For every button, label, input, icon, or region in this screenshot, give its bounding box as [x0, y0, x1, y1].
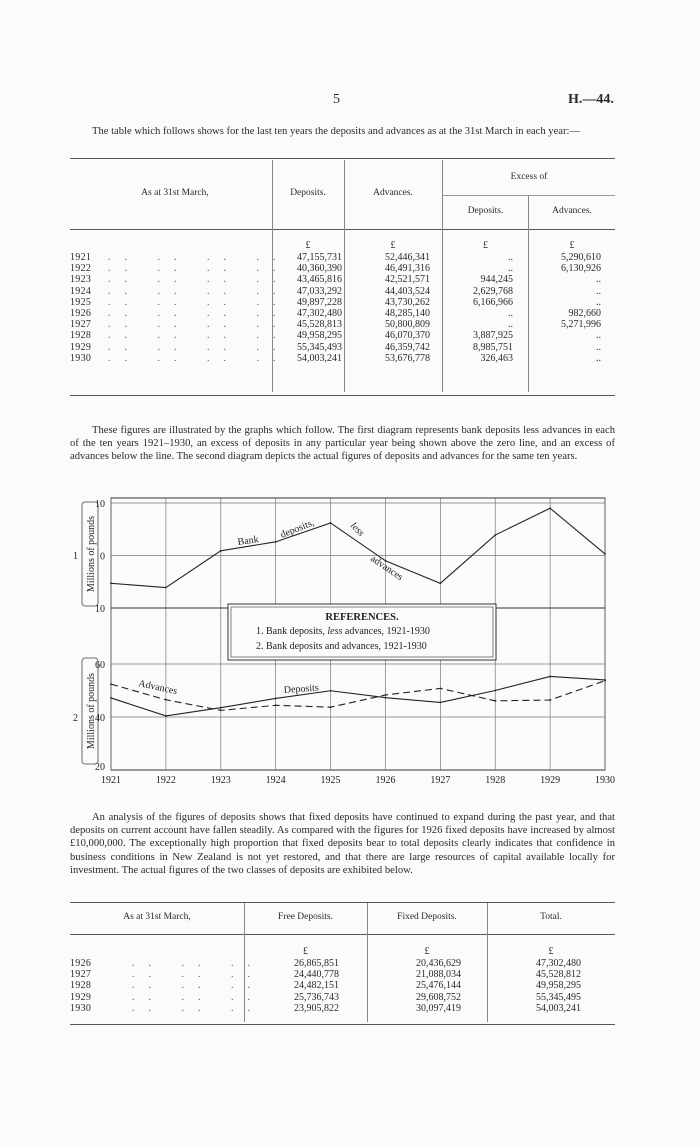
cell-total: 49,958,295	[536, 980, 581, 992]
row-year: 1930	[70, 352, 92, 364]
series-deposits-less-advances-point	[604, 553, 606, 555]
row-year: 1930	[70, 1002, 92, 1014]
leader-dots: .. .. .. ..	[108, 352, 290, 364]
row-year: 1929	[70, 991, 92, 1003]
series-deposits-point	[549, 676, 551, 678]
leader-dots: .. .. .. ..	[108, 307, 290, 319]
cell-free-deposits: 24,440,778	[294, 969, 339, 981]
x-tick-label: 1922	[155, 775, 176, 786]
series-deposits-less-advances-point	[439, 582, 441, 584]
currency-symbol: £	[305, 240, 311, 251]
column-header-year: As at 31st March,	[123, 912, 191, 922]
chart1-ylabel: Millions of pounds	[86, 515, 97, 593]
annotation-advances: advances	[368, 553, 405, 583]
cell-excess-advances: 5,271,996	[561, 319, 601, 331]
x-tick-label: 1925	[320, 775, 341, 786]
x-tick-label: 1923	[210, 775, 231, 786]
cell-excess-advances: ..	[596, 274, 601, 286]
column-header-deposits: Deposits.	[290, 188, 326, 198]
leader-dots: .. .. .. ..	[108, 330, 290, 342]
series-deposits-point	[110, 697, 112, 699]
cell-free-deposits: 24,482,151	[294, 980, 339, 992]
excess-deposits-column	[443, 252, 513, 364]
references-box	[228, 604, 496, 660]
series-deposits-less-advances-point	[330, 522, 332, 524]
cell-excess-deposits: 326,463	[480, 352, 513, 364]
x-tick-label: 1926	[375, 775, 396, 786]
table-rule	[70, 902, 615, 903]
leader-dots: .. .. ..	[132, 958, 264, 969]
cell-total: 47,302,480	[536, 958, 581, 969]
currency-symbol: £	[390, 240, 396, 251]
currency-symbol: £	[548, 946, 554, 957]
series-deposits-point	[165, 715, 167, 717]
cell-free-deposits: 26,865,851	[294, 958, 339, 969]
cell-deposits: 55,345,493	[297, 341, 342, 353]
row-year: 1922	[70, 263, 92, 275]
leader-dots: .. .. .. ..	[108, 296, 290, 308]
reference-item-2: 2. Bank deposits and advances, 1921-1930	[256, 641, 427, 652]
cell-advances: 48,285,140	[385, 307, 430, 319]
row-year: 1923	[70, 274, 92, 286]
series-advances-point	[330, 706, 332, 708]
currency-symbol: £	[483, 240, 488, 251]
table-rule	[70, 229, 615, 230]
cell-total: 54,003,241	[536, 1002, 581, 1014]
cell-deposits: 47,155,731	[297, 252, 342, 263]
currency-symbol: £	[303, 946, 308, 957]
chart1-y-tick-label: 10	[95, 604, 105, 615]
cell-deposits: 49,897,228	[297, 296, 342, 308]
series-advances-point	[439, 687, 441, 689]
x-tick-label: 1924	[265, 775, 286, 786]
chart2-y-tick-label: 60	[95, 660, 105, 671]
annotation-less: less	[347, 520, 367, 539]
cell-deposits: 43,465,816	[297, 274, 342, 286]
leader-dots: .. .. ..	[132, 991, 264, 1003]
page-number: 5	[333, 92, 340, 107]
row-year: 1927	[70, 969, 92, 981]
advances-column	[344, 252, 430, 364]
table-rule	[70, 934, 615, 935]
series-advances-point	[604, 680, 606, 682]
row-year: 1924	[70, 285, 92, 297]
series-advances-point	[220, 709, 222, 711]
cell-excess-deposits: 944,245	[480, 274, 513, 286]
document-reference: H.—44.	[568, 92, 614, 107]
series-deposits-point	[494, 690, 496, 692]
series-advances	[111, 681, 605, 711]
cell-free-deposits: 23,905,822	[294, 1002, 339, 1014]
cell-fixed-deposits: 21,088,034	[416, 969, 461, 981]
cell-excess-deposits: 6,166,966	[473, 296, 513, 308]
column-header-excess-advances: Advances.	[552, 206, 592, 216]
cell-total: 55,345,495	[536, 991, 581, 1003]
cell-excess-deposits: 3,887,925	[473, 330, 513, 342]
chart1-y-tick-label: 10	[95, 499, 105, 510]
cell-excess-advances: 5,290,610	[561, 252, 601, 263]
excess-advances-column	[529, 252, 601, 364]
leader-dots	[108, 252, 290, 364]
series-advances-point	[385, 694, 387, 696]
cell-excess-deposits: 2,629,768	[473, 285, 513, 297]
x-tick-label: 1927	[430, 775, 451, 786]
cell-deposits: 47,033,292	[297, 285, 342, 297]
table-rule	[70, 158, 615, 159]
leader-dots: .. .. .. ..	[108, 341, 290, 353]
cell-fixed-deposits: 20,436,629	[416, 958, 461, 969]
free-deposits-column	[244, 958, 339, 1014]
cell-fixed-deposits: 30,097,419	[416, 1002, 461, 1014]
row-year: 1928	[70, 330, 92, 342]
cell-excess-deposits: ..	[508, 319, 513, 331]
cell-advances: 52,446,341	[385, 252, 430, 263]
cell-excess-advances: 6,130,926	[561, 263, 601, 275]
series-deposits-less-advances-point	[220, 550, 222, 552]
leader-dots: .. .. .. ..	[108, 285, 290, 297]
year-column	[70, 252, 110, 364]
column-header-excess-deposits: Deposits.	[467, 206, 504, 216]
chart1-y-tick-label: 0	[100, 551, 105, 563]
series-advances-point	[165, 699, 167, 701]
cell-advances: 53,676,778	[385, 352, 430, 364]
chart2-y-tick-label: 40	[95, 713, 105, 724]
x-tick-label: 1930	[595, 775, 615, 786]
cell-deposits: 40,360,390	[297, 263, 342, 275]
x-tick-label: 1929	[540, 775, 561, 786]
references-title: REFERENCES.	[325, 612, 399, 623]
cell-advances: 46,491,316	[385, 263, 430, 275]
cell-free-deposits: 25,736,743	[294, 991, 339, 1003]
series-deposits-point	[439, 702, 441, 704]
cell-advances: 50,800,809	[385, 319, 430, 331]
series-deposits-less-advances	[111, 508, 605, 587]
cell-deposits: 45,528,813	[297, 319, 342, 331]
cell-deposits: 49,958,295	[297, 330, 342, 342]
cell-advances: 44,403,524	[385, 285, 430, 297]
currency-symbol: £	[424, 946, 430, 957]
total-column	[487, 958, 581, 1014]
cell-excess-deposits: ..	[508, 252, 513, 263]
deposits-advances-chart	[70, 488, 630, 788]
x-tick-label: 1928	[485, 775, 506, 786]
annotation-bank: Bank	[236, 534, 260, 548]
cell-excess-advances: ..	[596, 352, 601, 364]
chart2-y-tick-label: 20	[95, 762, 105, 773]
year-column	[70, 958, 110, 1014]
table-rule	[70, 1024, 615, 1025]
series-advances-point	[494, 700, 496, 702]
fixed-deposits-column	[367, 958, 461, 1014]
column-header-advances: Advances.	[373, 188, 413, 198]
chart1-number: 1	[73, 551, 78, 562]
row-year: 1926	[70, 958, 92, 969]
series-deposits-less-advances-point	[165, 587, 167, 589]
cell-excess-deposits: ..	[508, 307, 513, 319]
intro-paragraph: The table which follows shows for the last ten years the deposits and advances as at the 31st March in each year:—	[92, 126, 581, 137]
table-rule	[70, 395, 615, 396]
cell-excess-advances: ..	[596, 285, 601, 297]
series-deposits-less-advances-point	[494, 534, 496, 536]
leader-dots: .. .. .. ..	[108, 319, 290, 331]
cell-advances: 43,730,262	[385, 296, 430, 308]
leader-dots: .. .. .. ..	[108, 252, 290, 263]
cell-fixed-deposits: 25,476,144	[416, 980, 461, 992]
leader-dots: .. .. ..	[132, 969, 264, 981]
cell-total: 45,528,812	[536, 969, 581, 981]
chart1-y-axis-label	[73, 502, 98, 606]
graph-description-paragraph: These figures are illustrated by the graphs which follow. The first diagram represents bank deposits less advances in each of the ten years 1921–1930, an excess of deposits in any particular year being shown above the zero line, and an excess of advances below the line. The second diagram depicts the actual figures of deposits and advances for the same ten years.	[70, 425, 615, 463]
leader-dots	[132, 958, 264, 1014]
chart2-ylabel: Millions of pounds	[86, 672, 97, 750]
leader-dots: .. .. .. ..	[108, 274, 290, 286]
row-year: 1921	[70, 252, 92, 263]
series-deposits-less-advances-point	[549, 507, 551, 509]
cell-excess-advances: ..	[596, 296, 601, 308]
x-tick-label: 1921	[101, 775, 121, 786]
column-header-year: As at 31st March,	[141, 188, 209, 198]
series-deposits	[111, 676, 605, 715]
row-year: 1925	[70, 296, 92, 308]
series-label-deposits: Deposits	[283, 682, 320, 696]
reference-item-1: 1. Bank deposits, less advances, 1921-1930	[256, 626, 430, 637]
row-year: 1926	[70, 307, 92, 319]
cell-deposits: 47,302,480	[297, 307, 342, 319]
cell-advances: 46,070,370	[385, 330, 430, 342]
leader-dots: .. .. ..	[132, 980, 264, 992]
deposits-column	[272, 252, 342, 364]
cell-excess-deposits: ..	[508, 263, 513, 275]
series-advances-point	[275, 704, 277, 706]
column-header-fixed: Fixed Deposits.	[397, 912, 457, 922]
series-label-advances: Advances	[137, 678, 179, 698]
row-year: 1928	[70, 980, 92, 992]
cell-excess-advances: 982,660	[568, 307, 601, 319]
column-header-free: Free Deposits.	[278, 912, 333, 922]
series-deposits-less-advances-point	[110, 582, 112, 584]
row-year: 1929	[70, 341, 92, 353]
cell-excess-advances: ..	[596, 341, 601, 353]
series-deposits-point	[220, 707, 222, 709]
cell-deposits: 54,003,241	[297, 352, 342, 364]
cell-advances: 42,521,571	[385, 274, 430, 286]
series-deposits-less-advances-point	[275, 541, 277, 543]
cell-excess-deposits: 8,985,751	[473, 341, 513, 353]
chart2-y-axis-label	[73, 658, 98, 764]
row-year: 1927	[70, 319, 92, 331]
leader-dots: .. .. ..	[132, 1002, 264, 1014]
annotation-deposits: deposits,	[279, 517, 316, 541]
series-deposits-point	[275, 698, 277, 700]
series-deposits-point	[330, 690, 332, 692]
table-rule	[443, 195, 615, 196]
series-advances-point	[110, 683, 112, 685]
chart2-number: 2	[73, 713, 78, 724]
leader-dots: .. .. .. ..	[108, 263, 290, 275]
analysis-paragraph: An analysis of the figures of deposits shows that fixed deposits have continued to expand during the past year, and that deposits on current account have fallen steadily. As compared with the figures for 1926 fixed deposits have increased by almost £10,000,000. The exceptionally high proportion that fixed deposits bear to total deposits clearly indicates that confidence in business conditions in New Zealand is not yet restored, and that there are large resources of capital available locally for investment. The actual figures of the two classes of deposits are exhibited below.	[70, 812, 615, 876]
series-advances-point	[549, 699, 551, 701]
cell-advances: 46,359,742	[385, 341, 430, 353]
series-deposits-point	[385, 697, 387, 699]
cell-fixed-deposits: 29,608,752	[416, 991, 461, 1003]
column-header-excess: Excess of	[510, 172, 548, 182]
currency-symbol: £	[569, 240, 575, 251]
cell-excess-advances: ..	[596, 330, 601, 342]
column-header-total: Total.	[540, 912, 562, 922]
